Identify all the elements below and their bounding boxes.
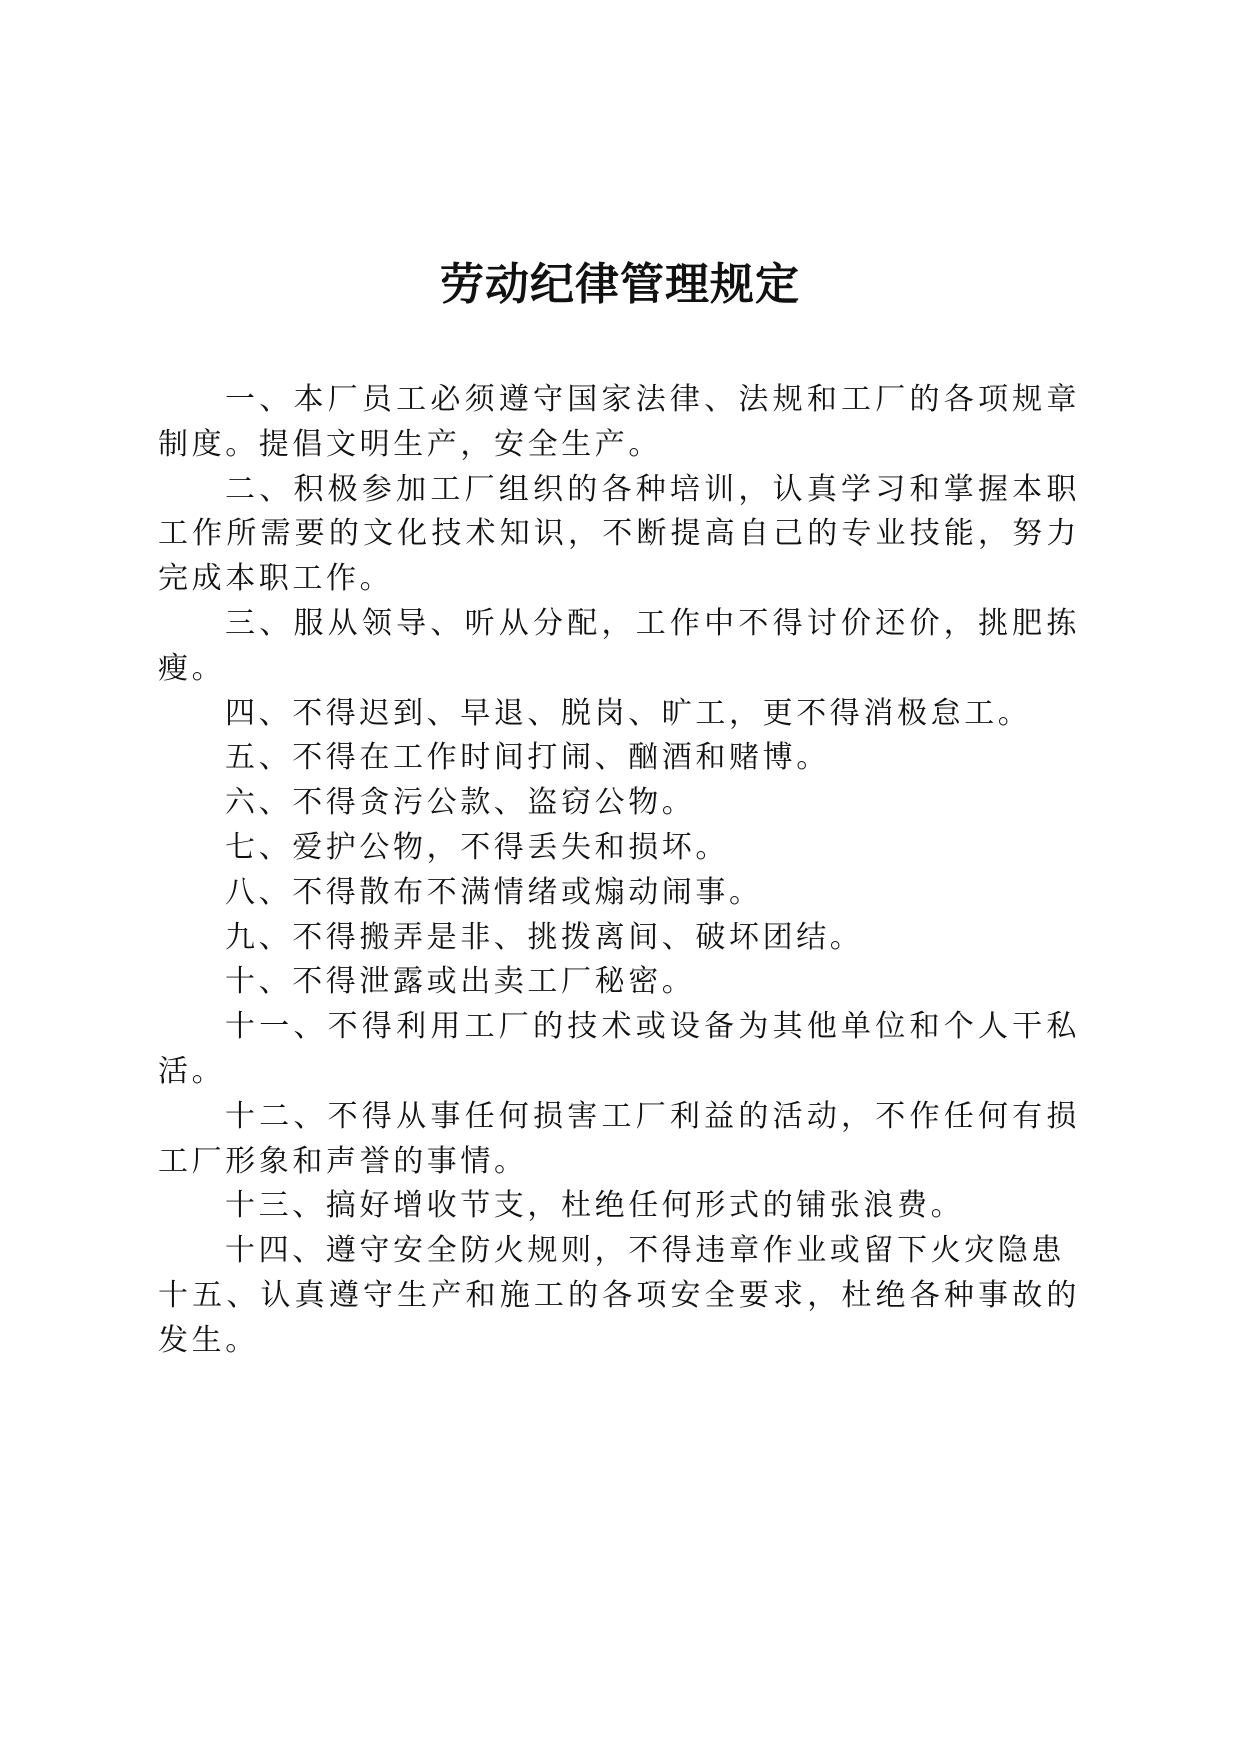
paragraph-8: 八、不得散布不满情绪或煽动闹事。 (225, 874, 763, 910)
paragraph-3: 三、服从领导、听从分配，工作中不得讨价还价，挑肥拣瘦。 (158, 605, 1080, 686)
document-title: 劳动纪律管理规定 (440, 259, 800, 310)
paragraph-12: 十二、不得从事任何损害工厂利益的活动，不作任何有损工厂形象和声誉的事情。 (158, 1098, 1080, 1179)
paragraph-15: 十五、认真遵守生产和施工的各项安全要求，杜绝各种事故的发生。 (158, 1277, 1080, 1358)
paragraph-9: 九、不得搬弄是非、挑拨离间、破坏团结。 (225, 919, 864, 955)
paragraph-11: 十一、不得利用工厂的技术或设备为其他单位和个人干私活。 (158, 1009, 1080, 1089)
paragraph-4: 四、不得迟到、早退、脱岗、旷工，更不得消极怠工。 (225, 695, 1032, 731)
paragraph-7: 七、爱护公物，不得丢失和损坏。 (225, 829, 729, 865)
paragraph-1: 一、本厂员工必须遵守国家法律、法规和工厂的各项规章制度。提倡文明生产，安全生产。 (158, 382, 1080, 462)
paragraph-13: 十三、搞好增收节支，杜绝任何形式的铺张浪费。 (225, 1188, 965, 1224)
paragraph-6: 六、不得贪污公款、盗窃公物。 (225, 785, 696, 821)
document-body (158, 378, 1080, 1364)
paragraph-10: 十、不得泄露或出卖工厂秘密。 (225, 964, 696, 1000)
paragraph-14: 十四、遵守安全防火规则，不得违章作业或留下火灾隐患 (225, 1233, 1065, 1269)
paragraph-5: 五、不得在工作时间打闹、酗酒和赌博。 (225, 740, 830, 776)
paragraph-2: 二、积极参加工厂组织的各种培训，认真学习和掌握本职工作所需要的文化技术知识，不断提高自己的专业技能，努力完成本职工作。 (158, 471, 1080, 597)
